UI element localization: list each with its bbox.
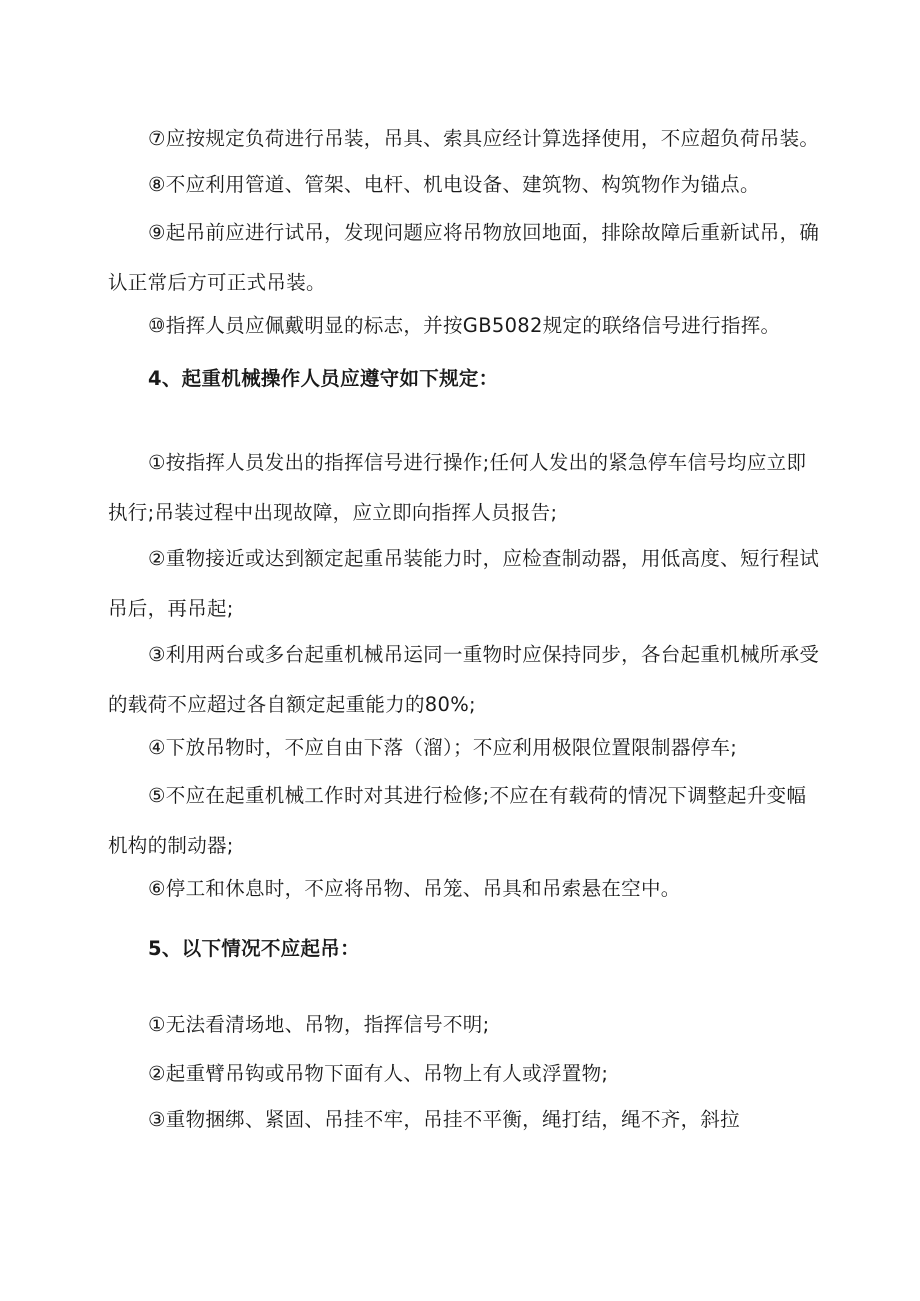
paragraph-item-10: ⑩指挥人员应佩戴明显的标志，并按GB5082规定的联络信号进行指挥。 [148, 314, 781, 337]
paragraph-item-7: ⑦应按规定负荷进行吊装，吊具、索具应经计算选择使用，不应超负荷吊装。 [148, 127, 820, 150]
operator-rule-6: ⑥停工和休息时，不应将吊物、吊笼、吊具和吊索悬在空中。 [148, 877, 681, 900]
operator-rule-2: ②重物接近或达到额定起重吊装能力时，应检查制动器，用低高度、短行程试吊后，再吊起; [108, 547, 820, 620]
operator-rule-4: ④下放吊物时，不应自由下落（溜）；不应利用极限位置限制器停车; [148, 736, 738, 759]
operator-rule-3: ③利用两台或多台起重机械吊运同一重物时应保持同步，各台起重机械所承受的载荷不应超过各自额定起重能力的80%; [108, 643, 820, 716]
section-heading-5: 5、以下情况不应起吊： [148, 937, 360, 960]
paragraph-item-9: ⑨起吊前应进行试吊，发现问题应将吊物放回地面，排除故障后重新试吊，确认正常后方可正式吊装。 [108, 221, 820, 294]
no-lift-rule-1: ①无法看清场地、吊物，指挥信号不明; [148, 1013, 490, 1036]
paragraph-item-8: ⑧不应利用管道、管架、电杆、机电设备、建筑物、构筑物作为锚点。 [148, 173, 760, 196]
section-heading-4: 4、起重机械操作人员应遵守如下规定： [148, 367, 499, 390]
operator-rule-5: ⑤不应在起重机械工作时对其进行检修;不应在有载荷的情况下调整起升变幅机构的制动器; [108, 784, 807, 857]
no-lift-rule-2: ②起重臂吊钩或吊物下面有人、吊物上有人或浮置物; [148, 1062, 609, 1085]
no-lift-rule-3: ③重物捆绑、紧固、吊挂不牢，吊挂不平衡，绳打结，绳不齐，斜拉 [148, 1108, 740, 1131]
operator-rule-1: ①按指挥人员发出的指挥信号进行操作;任何人发出的紧急停车信号均应立即执行;吊装过程中出现故障，应立即向指挥人员报告; [108, 451, 807, 524]
